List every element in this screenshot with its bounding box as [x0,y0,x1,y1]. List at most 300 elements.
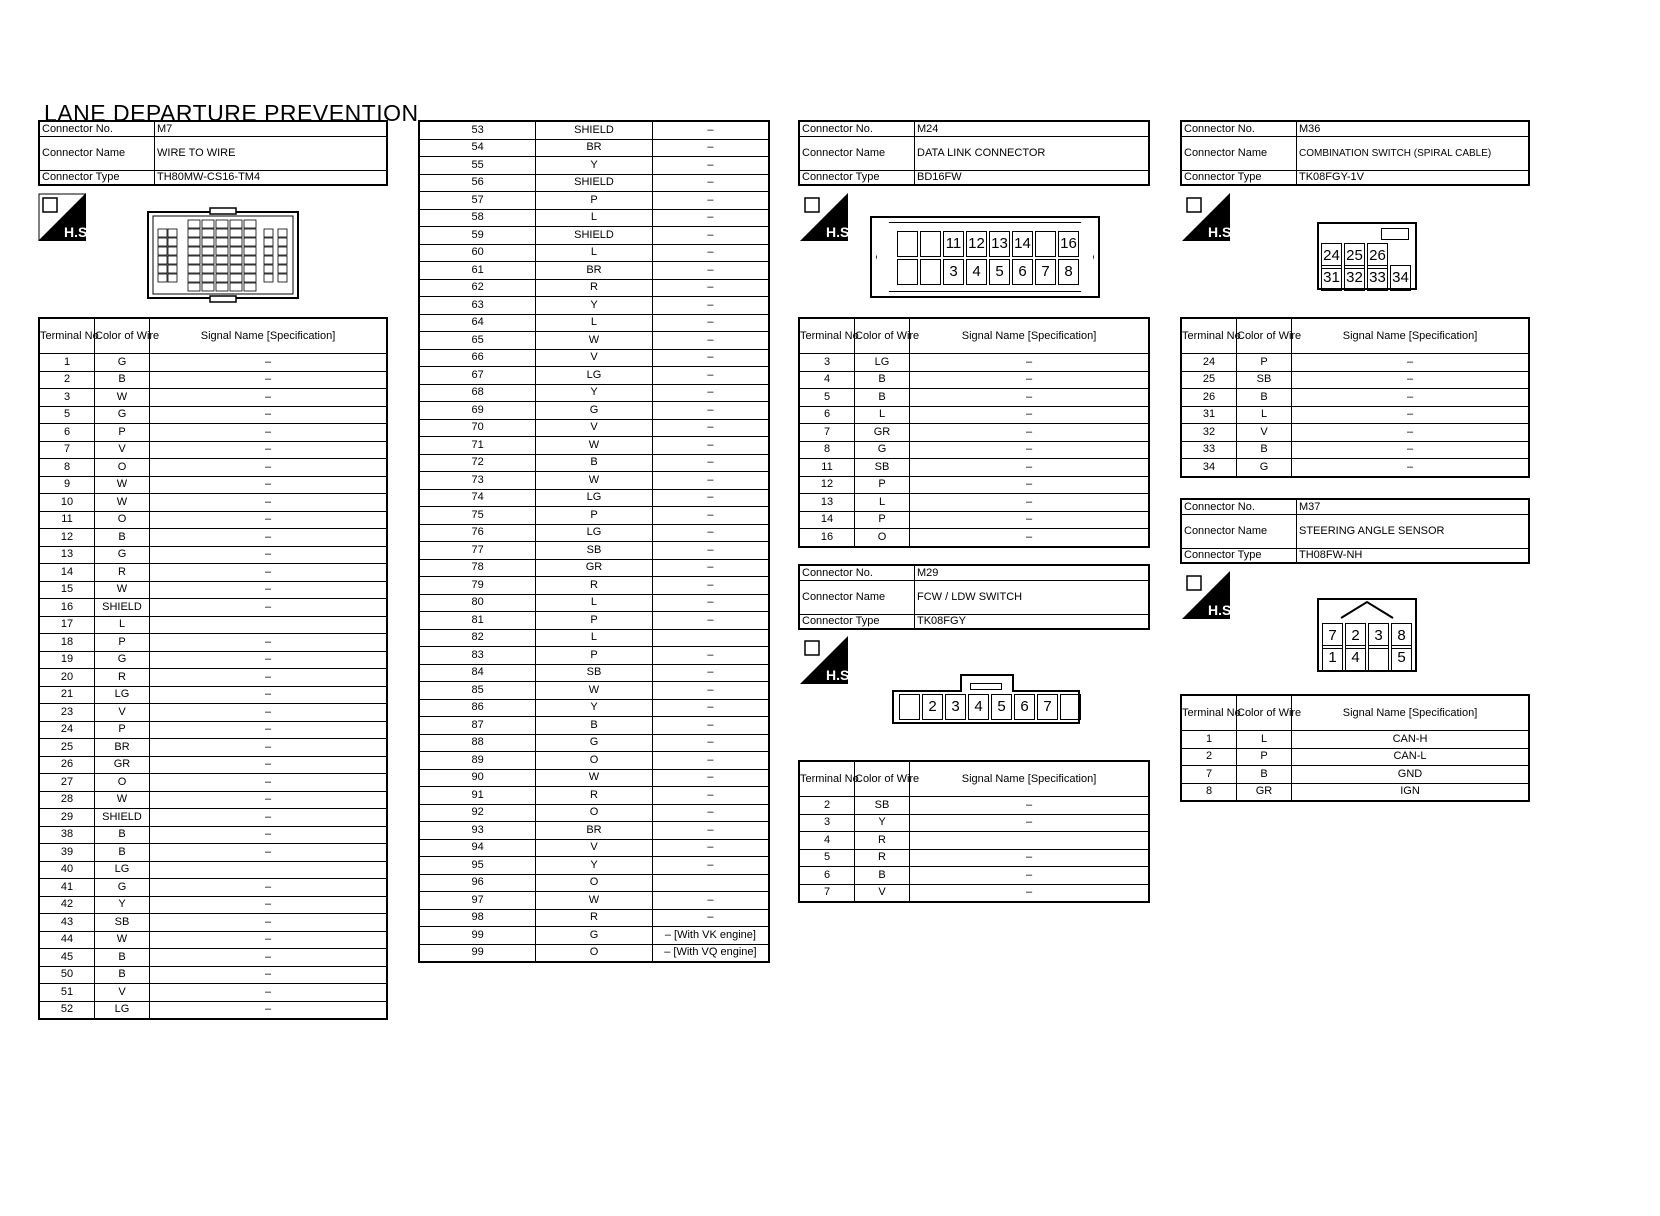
m7-color-cell: GR [536,559,653,577]
m7-color-cell: SHIELD [536,121,653,139]
m7-terminal-cell: 1 [39,354,95,372]
m7-terminal-cell: 23 [39,704,95,722]
connector-pin: 8 [1058,259,1079,285]
m29-terminal-cell: 3 [799,814,855,832]
m24-signal-cell: – [910,424,1150,442]
m7-terminal-cell: 61 [419,262,536,280]
m7-signal-cell: – [150,896,388,914]
table-row [799,459,1149,477]
m7-signal-cell [652,629,769,647]
table-row [799,424,1149,442]
m7-terminal-cell: 91 [419,787,536,805]
m7-color-cell: Y [536,857,653,875]
m7-signal-cell: – [652,349,769,367]
table-row [39,966,387,984]
m7-signal-cell: – [652,804,769,822]
m7-terminal-cell: 68 [419,384,536,402]
table-row [419,839,769,857]
table-row [39,441,387,459]
m37-connector-face [1317,598,1417,672]
m7-signal-cell: – [652,332,769,350]
m7-signal-cell: – [150,599,388,617]
m7-color-cell: L [536,244,653,262]
m7-color-cell: BR [95,739,150,757]
table-row [1181,371,1529,389]
m37-signal-cell: CAN-H [1292,731,1530,749]
m7-terminal-cell: 76 [419,524,536,542]
m36-terminal-cell: 34 [1181,459,1237,477]
m29-terminal-cell: 6 [799,867,855,885]
m37-color-cell: GR [1237,783,1292,801]
m7-signal-cell: – [150,1001,388,1019]
m7-color-cell: O [536,874,653,892]
m7-signal-cell: – [150,371,388,389]
m36-color-cell: V [1237,424,1292,442]
m7-terminal-cell: 95 [419,857,536,875]
harness-side-icon [800,193,854,241]
m7-signal-cell: – [652,577,769,595]
m7-connector-header: Connector No. M7 Connector Name WIRE TO WIRE Connector Type TH80MW-CS16-TM4 [38,120,388,186]
m29-signal-cell: – [910,797,1150,815]
m7-color-cell: P [536,507,653,525]
m24-terminal-cell: 16 [799,529,855,547]
table-row [39,371,387,389]
table-row [39,634,387,652]
m7-signal-cell: – [150,791,388,809]
table-row [419,629,769,647]
m36-color-cell: G [1237,459,1292,477]
table-row [419,664,769,682]
table-row [419,419,769,437]
m7-color-cell: LG [95,686,150,704]
m7-terminal-cell: 88 [419,734,536,752]
m7-terminal-cell: 93 [419,822,536,840]
m36-terminal-cell: 31 [1181,406,1237,424]
m37-terminal-cell: 8 [1181,783,1237,801]
m7-terminal-cell: 8 [39,459,95,477]
m36-signal-cell: – [1292,371,1530,389]
table-row [419,559,769,577]
connector-pin: 13 [989,231,1010,257]
m7-connector-face-icon [146,208,300,304]
m7-color-cell: V [95,441,150,459]
table-row [419,874,769,892]
m24-color-cell: B [855,389,910,407]
table-row [419,542,769,560]
m7-signal-cell: – [652,437,769,455]
m7-color-cell: R [95,669,150,687]
m37-connector-name: STEERING ANGLE SENSOR [1297,514,1530,548]
m7-terminal-cell: 97 [419,892,536,910]
table-row [1181,424,1529,442]
m7-signal-cell: – [150,354,388,372]
m7-signal-cell: – [652,524,769,542]
table-row [419,244,769,262]
m7-terminal-cell: 99 [419,944,536,962]
svg-text:H.S.: H.S. [826,224,854,240]
m24-terminal-cell: 13 [799,494,855,512]
m37-connector-type: TH08FW-NH [1297,548,1530,563]
table-row [799,476,1149,494]
connector-pin: 5 [991,694,1012,720]
m7-connector-no: M7 [155,121,388,136]
table-row [419,647,769,665]
m24-terminal-cell: 11 [799,459,855,477]
table-row [419,332,769,350]
m7-terminal-cell: 75 [419,507,536,525]
m7-color-cell: W [536,682,653,700]
m29-connector-header: Connector No. M29 Connector Name FCW / LDW SWITCH Connector Type TK08FGY [798,564,1150,630]
m7-signal-cell: – [150,529,388,547]
table-row [39,721,387,739]
m7-terminal-cell: 92 [419,804,536,822]
m7-signal-cell: – [150,564,388,582]
table-row [39,354,387,372]
m24-terminal-cell: 4 [799,371,855,389]
connector-pin: 2 [1345,623,1366,649]
connector-pin [897,259,918,285]
m29-connector-no: M29 [915,565,1150,580]
m7-signal-cell: – [150,441,388,459]
m36-signal-cell: – [1292,389,1530,407]
m24-terminal-cell: 8 [799,441,855,459]
m24-color-cell: P [855,476,910,494]
m7-terminal-cell: 25 [39,739,95,757]
m7-signal-cell: – [652,121,769,139]
table-row [419,437,769,455]
connector-pin: 32 [1344,265,1365,291]
m7-terminal-cell: 79 [419,577,536,595]
m24-terminal-table: Terminal No. Color of Wire Signal Name [Specification] 3 LG – 4 B – 5 B – 6 L – 7 GR – 8 G – 11 SB – 12 P – 13 L – 14 P – 16 O – [798,317,1150,548]
m7-terminal-cell: 18 [39,634,95,652]
m29-signal-cell: – [910,884,1150,902]
table-row [39,774,387,792]
m7-signal-cell: – [652,892,769,910]
m7-terminal-cell: 11 [39,511,95,529]
table-row [799,406,1149,424]
m7-signal-cell: – [652,139,769,157]
m7-terminal-cell: 90 [419,769,536,787]
table-row [39,581,387,599]
m7-color-cell: SHIELD [95,809,150,827]
m7-terminal-cell: 7 [39,441,95,459]
m24-signal-cell: – [910,494,1150,512]
connector-pin: 4 [966,259,987,285]
table-row [1181,748,1529,766]
m7-terminal-cell: 20 [39,669,95,687]
m7-color-cell: BR [536,822,653,840]
table-row [419,752,769,770]
connector-pin: 4 [968,694,989,720]
m36-terminal-cell: 25 [1181,371,1237,389]
m7-terminal-cell: 10 [39,494,95,512]
m7-color-cell: V [95,984,150,1002]
m7-terminal-cell: 65 [419,332,536,350]
table-row [799,832,1149,850]
m7-terminal-cell: 2 [39,371,95,389]
m7-signal-cell: – [150,581,388,599]
m7-signal-cell: – [150,406,388,424]
table-row [419,279,769,297]
m7-terminal-cell: 39 [39,844,95,862]
m7-color-cell: G [95,546,150,564]
table-row [39,844,387,862]
m7-color-cell: R [536,279,653,297]
m7-connector-type: TH80MW-CS16-TM4 [155,170,388,185]
m7-signal-cell: – [150,879,388,897]
harness-side-icon [800,636,854,684]
m7-color-cell: V [536,349,653,367]
table-row [799,494,1149,512]
connector-pin [1060,694,1081,720]
table-row [419,787,769,805]
connector-pin: 3 [943,259,964,285]
m36-connector-header: Connector No. M36 Connector Name COMBINATION SWITCH (SPIRAL CABLE) Connector Type TK08FGY-1V [1180,120,1530,186]
m7-color-cell: P [536,612,653,630]
m37-terminal-cell: 1 [1181,731,1237,749]
m7-color-cell: Y [536,297,653,315]
m7-color-cell: BR [536,262,653,280]
m7-terminal-cell: 73 [419,472,536,490]
m24-connector-header: Connector No. M24 Connector Name DATA LINK CONNECTOR Connector Type BD16FW [798,120,1150,186]
m7-terminal-cell: 69 [419,402,536,420]
table-row [419,489,769,507]
m7-color-cell: W [95,581,150,599]
m7-signal-cell: – [652,454,769,472]
m7-signal-cell: – [652,647,769,665]
m7-signal-cell: – [150,424,388,442]
m37-signal-cell: IGN [1292,783,1530,801]
table-row [39,1001,387,1019]
m7-terminal-cell: 56 [419,174,536,192]
table-row [799,354,1149,372]
svg-text:H.S.: H.S. [1208,602,1236,618]
table-row [419,769,769,787]
m36-signal-cell: – [1292,459,1530,477]
m7-terminal-cell: 17 [39,616,95,634]
m29-color-cell: SB [855,797,910,815]
m7-terminal-cell: 94 [419,839,536,857]
table-row [419,524,769,542]
m29-color-cell: B [855,867,910,885]
m7-terminal-cell: 9 [39,476,95,494]
m24-color-cell: L [855,494,910,512]
m7-signal-cell: – [With VQ engine] [652,944,769,962]
table-row [419,717,769,735]
m7-color-cell: L [95,616,150,634]
table-row [419,507,769,525]
m37-color-cell: B [1237,766,1292,784]
m7-terminal-cell: 83 [419,647,536,665]
m7-signal-cell: – [150,389,388,407]
m7-signal-cell: – [652,594,769,612]
m24-connector-no: M24 [915,121,1150,136]
m7-signal-cell: – [150,546,388,564]
m7-terminal-cell: 85 [419,682,536,700]
m7-terminal-cell: 58 [419,209,536,227]
table-row [419,892,769,910]
m7-terminal-cell: 12 [39,529,95,547]
table-row [419,594,769,612]
m36-color-cell: B [1237,441,1292,459]
m36-terminal-cell: 33 [1181,441,1237,459]
table-row [1181,389,1529,407]
m36-connector-no: M36 [1297,121,1530,136]
table-row [419,192,769,210]
m24-signal-cell: – [910,371,1150,389]
m36-signal-cell: – [1292,406,1530,424]
m24-signal-cell: – [910,511,1150,529]
table-row [799,441,1149,459]
m7-signal-cell: – [With VK engine] [652,927,769,945]
m7-terminal-cell: 87 [419,717,536,735]
table-row [39,651,387,669]
table-row [419,822,769,840]
m7-terminal-cell: 5 [39,406,95,424]
m29-signal-cell: – [910,814,1150,832]
connector-pin: 12 [966,231,987,257]
m7-terminal-cell: 45 [39,949,95,967]
table-row [39,949,387,967]
m7-color-cell: R [536,577,653,595]
m7-color-cell: Y [95,896,150,914]
table-row [39,791,387,809]
m24-signal-cell: – [910,529,1150,547]
m24-terminal-cell: 5 [799,389,855,407]
m7-terminal-cell: 53 [419,121,536,139]
connector-pin: 25 [1344,243,1365,269]
connector-pin: 16 [1058,231,1079,257]
table-row [419,909,769,927]
table-row [1181,441,1529,459]
m7-signal-cell: – [150,966,388,984]
m7-color-cell: P [95,721,150,739]
m36-terminal-cell: 32 [1181,424,1237,442]
m36-signal-cell: – [1292,354,1530,372]
table-row [419,157,769,175]
m7-signal-cell: – [652,507,769,525]
connector-pin: 26 [1367,243,1388,269]
m7-terminal-cell: 50 [39,966,95,984]
m24-signal-cell: – [910,441,1150,459]
table-row [799,797,1149,815]
m29-color-cell: R [855,832,910,850]
m7-color-cell: B [95,949,150,967]
m7-terminal-cell: 38 [39,826,95,844]
m7-terminal-cell: 89 [419,752,536,770]
table-row [419,402,769,420]
m7-signal-cell: – [150,721,388,739]
m7-signal-cell: – [150,686,388,704]
m7-signal-cell: – [150,494,388,512]
m7-signal-cell: – [652,664,769,682]
m7-color-cell: O [536,752,653,770]
m24-signal-cell: – [910,389,1150,407]
m24-color-cell: L [855,406,910,424]
m24-signal-cell: – [910,459,1150,477]
m7-terminal-cell: 15 [39,581,95,599]
table-row [419,699,769,717]
m7-terminal-cell: 3 [39,389,95,407]
table-row [39,931,387,949]
m7-signal-cell: – [652,384,769,402]
m36-connector-name: COMBINATION SWITCH (SPIRAL CABLE) [1297,136,1530,170]
m7-signal-cell: – [652,787,769,805]
m7-signal-cell: – [652,227,769,245]
m7-signal-cell: – [150,949,388,967]
table-row [419,349,769,367]
m7-signal-cell: – [652,209,769,227]
m7-signal-cell: – [150,704,388,722]
m7-terminal-cell: 99 [419,927,536,945]
m24-color-cell: SB [855,459,910,477]
m24-signal-cell: – [910,476,1150,494]
table-row [39,686,387,704]
harness-side-icon [38,193,92,241]
m7-signal-cell: – [652,909,769,927]
m7-signal-cell: – [150,984,388,1002]
m7-signal-cell: – [150,669,388,687]
m7-terminal-cell: 42 [39,896,95,914]
m24-terminal-cell: 14 [799,511,855,529]
m7-color-cell: P [536,647,653,665]
m7-color-cell: R [536,787,653,805]
m7-terminal-cell: 59 [419,227,536,245]
m7-signal-cell: – [150,756,388,774]
m7-signal-cell: – [652,542,769,560]
m7-color-cell: R [536,909,653,927]
table-row [39,826,387,844]
table-row [419,682,769,700]
m7-signal-cell: – [652,192,769,210]
m7-terminal-cell: 13 [39,546,95,564]
table-row [419,454,769,472]
table-row [39,511,387,529]
m7-signal-cell: – [150,634,388,652]
m7-color-cell: SHIELD [536,174,653,192]
m29-terminal-table: Terminal No. Color of Wire Signal Name [Specification] 2 SB – 3 Y – 4 R 5 R – 6 B – 7 V – [798,760,1150,903]
m29-color-cell: Y [855,814,910,832]
table-row [419,944,769,962]
m7-signal-cell: – [150,826,388,844]
table-row [39,599,387,617]
table-row [419,367,769,385]
m37-terminal-cell: 2 [1181,748,1237,766]
table-row [39,861,387,879]
m7-signal-cell: – [652,174,769,192]
m7-signal-cell: – [652,297,769,315]
table-row [1181,459,1529,477]
table-row [419,121,769,139]
m7-color-cell: Y [536,384,653,402]
m7-color-cell: G [95,354,150,372]
m7-color-cell: LG [536,367,653,385]
m29-terminal-cell: 5 [799,849,855,867]
m7-terminal-cell: 96 [419,874,536,892]
connector-pin: 34 [1390,265,1411,291]
connector-pin [1035,231,1056,257]
m7-terminal-cell: 51 [39,984,95,1002]
m7-signal-cell: – [150,651,388,669]
m7-signal-cell: – [652,367,769,385]
m7-color-cell: W [536,332,653,350]
m7-color-cell: G [95,406,150,424]
m24-color-cell: B [855,371,910,389]
table-row [39,424,387,442]
m37-signal-cell: GND [1292,766,1530,784]
m36-color-cell: B [1237,389,1292,407]
m7-color-cell: W [95,476,150,494]
